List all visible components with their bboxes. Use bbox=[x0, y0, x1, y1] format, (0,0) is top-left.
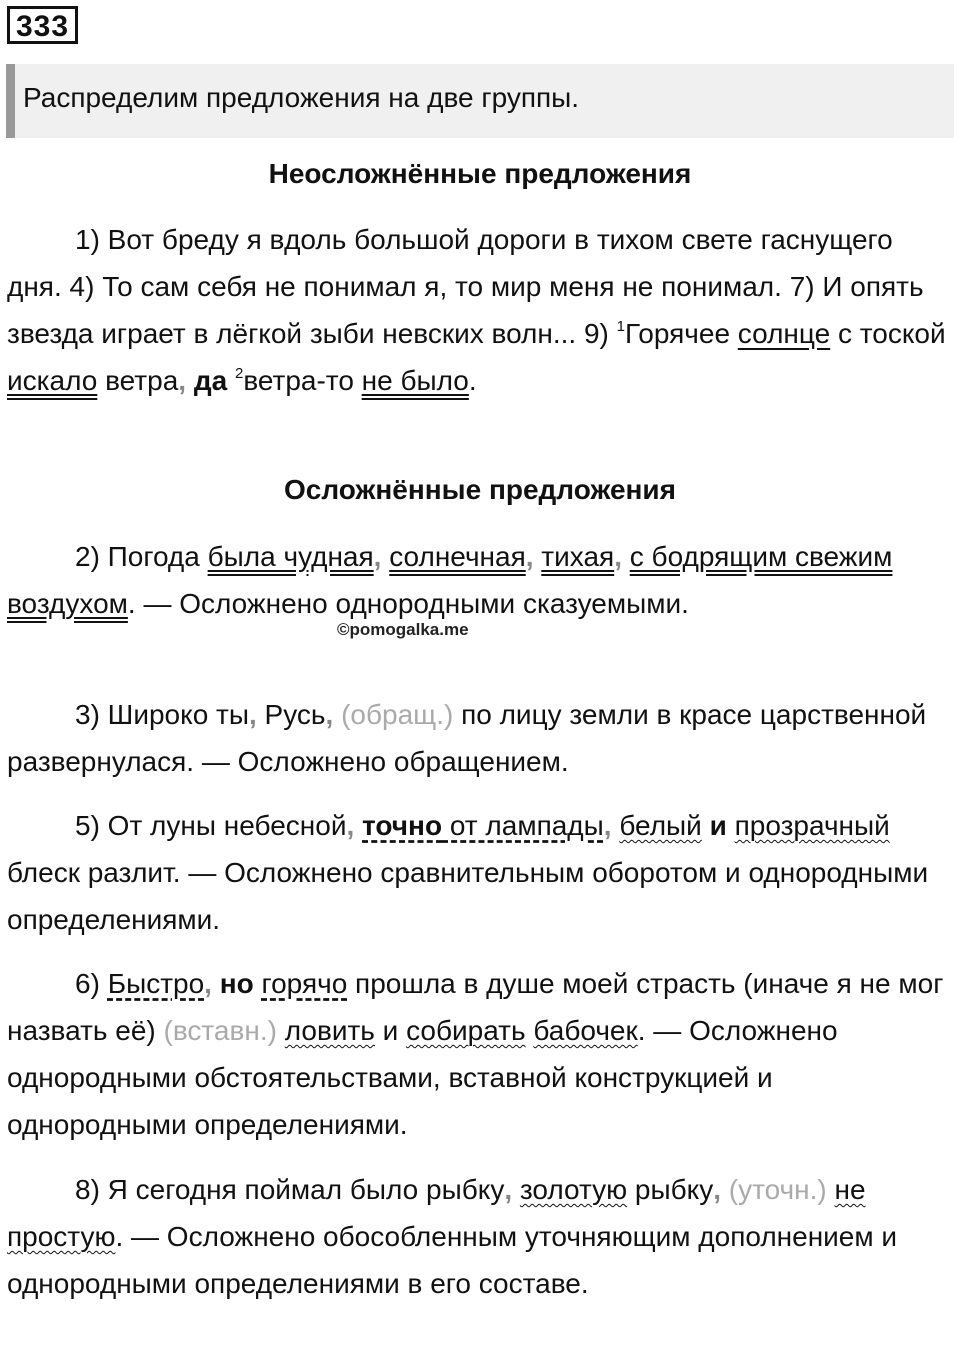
paragraph-simple: 1) Вот бреду я вдоль большой дороги в тихом свете гаснущего дня. 4) То сам себя не понимал я, то мир меня не понимал. 7) И опять звезда играет в лёгкой зыби невских волн... 9) $^1$Горячее солнце с тоской искало ветра, да $^2$ветра-то не было. bbox=[7, 224, 946, 396]
paragraph-sentence-3: 3) Широко ты, Русь, (обращ.) по лицу земли в красе царственной развернулася. — Осложнено обращением. bbox=[7, 699, 927, 777]
heading-complex-sentences: Осложнённые предложения bbox=[284, 474, 676, 505]
heading-simple-sentences: Неосложнённые предложения bbox=[268, 158, 692, 189]
intro-text: Распределим предложения на две группы. bbox=[23, 82, 580, 113]
paragraph-sentence-8: 8) Я сегодня поймал было рыбку, золотую рыбку, (уточн.) не простую. — Осложнено обособленным уточняющим дополнением и однородными определениями в его составе. bbox=[7, 1174, 898, 1299]
intro-banner bbox=[6, 64, 954, 138]
paragraph-sentence-5: 5) От луны небесной, точно от лампады, белый и прозрачный блеск разлит. — Осложнено сравнительным оборотом и однородными определениями. bbox=[7, 810, 929, 935]
task-number: 333 bbox=[7, 6, 78, 44]
paragraph-sentence-6: 6) Быстро, но горячо прошла в душе моей страсть (иначе я не мог назвать её) (вставн.) ловить и собирать бабочек. — Осложнено однородными обстоятельствами, вставной конструкцией и однородными определениями. bbox=[7, 968, 944, 1140]
paragraph-sentence-2: 2) Погода была чудная, солнечная, тихая, с бодрящим свежим воздухом. — Осложнено однородными сказуемыми. bbox=[7, 541, 893, 619]
watermark: ©pomogalka.me bbox=[337, 620, 469, 639]
